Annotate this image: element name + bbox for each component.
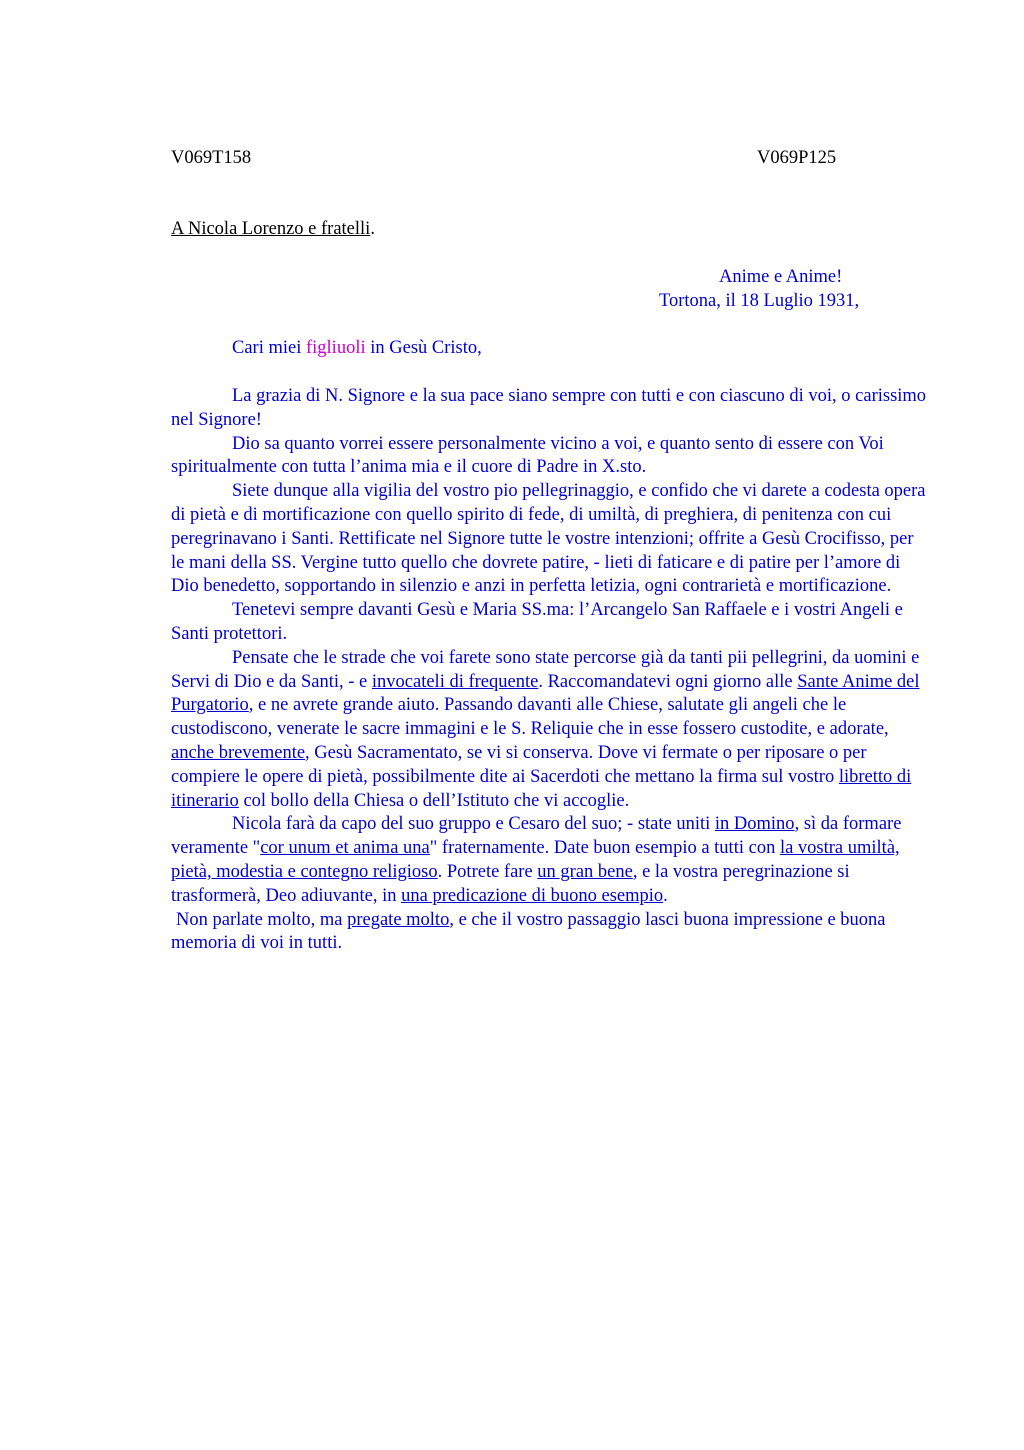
p6-underlined-5: una predicazione di buono esempio	[401, 885, 664, 906]
letter-body	[171, 385, 931, 956]
p6-underlined-2: cor unum et anima una	[260, 838, 430, 859]
salutation-pre: Cari miei	[232, 338, 306, 358]
p5-text-1: Pensate che le strade che voi farete sono state percorse già da tanti pii pellegrini, da uomini e Servi di Dio e da Santi, - e	[171, 647, 920, 692]
paragraph-3: Siete dunque alla vigilia del vostro pio pellegrinaggio, e confido che vi darete a codesta opera di pietà e di mortificazione con quello spirito di fede, di umiltà, di preghiera, di penitenza con cui peregrinavano i Santi. Rettificate nel Signore tutte le vostre intenzioni; offrite a Gesù Crocifisso, per le mani della SS. Vergine tutto quello che dovrete patire, - lieti di faticare e di patire per l’amore di Dio benedetto, sopportando in silenzio e anzi in perfetta letizia, ogni contrarietà e mortificazione.	[171, 481, 926, 597]
salutation-highlight: figliuoli	[305, 338, 366, 358]
p5-underlined-4: libretto di itinerario	[171, 766, 912, 811]
addressee-name: A Nicola Lorenzo e fratelli	[171, 219, 371, 239]
salutation	[232, 338, 482, 359]
p5-underlined-2: Sante Anime del Purgatorio	[171, 671, 920, 716]
salutation-post: in Gesù Cristo,	[365, 338, 482, 358]
motto: Anime e Anime!	[719, 267, 843, 287]
paragraph-1: La grazia di N. Signore e la sua pace siano sempre con tutti e con ciascuno di voi, o carissimo nel Signore!	[171, 386, 927, 430]
p5-text-2: . Raccomandatevi ogni giorno alle	[538, 671, 798, 692]
p6-text-2: , sì da formare veramente "	[171, 814, 902, 859]
p6-underlined-1: in Domino	[714, 814, 795, 835]
p6-text-5: , e la vostra peregrinazione si trasformerà, Deo adiuvante, in	[171, 861, 850, 906]
p5-text-4: , Gesù Sacramentato, se vi si conserva. Dove vi fermate o per riposare o per compiere le opere di pietà, possibilmente dite ai Sacerdoti che mettano la firma sul vostro	[171, 742, 867, 787]
p5-underlined-1: invocateli di frequente	[371, 671, 539, 692]
paragraph-7	[171, 909, 931, 957]
paragraph-4: Tenetevi sempre davanti Gesù e Maria SS.ma: l’Arcangelo San Raffaele e i vostri Angeli e Santi protettori.	[171, 600, 903, 644]
p7-text-1: Non parlate molto, ma	[176, 909, 348, 930]
p6-text-4: . Potrete fare	[437, 861, 538, 882]
p5-text-3: , e ne avrete grande aiuto. Passando davanti alle Chiese, salutate gli angeli che le custodiscono, venerate le sacre immagini e le S. Reliquie che in esse fossero custodite, e adorate,	[171, 695, 889, 740]
p5-underlined-3: anche brevemente	[171, 742, 306, 763]
paragraph-5	[171, 647, 931, 814]
p7-text-2: , e che il vostro passaggio lasci buona impressione e buona memoria di voi in tutti.	[171, 909, 886, 954]
p6-text-1: Nicola farà da capo del suo gruppo e Cesaro del suo; - state uniti	[232, 814, 715, 835]
paragraph-2: Dio sa quanto vorrei essere personalmente vicino a voi, e quanto sento di essere con Voi spiritualmente con tutta l’anima mia e il cuore di Padre in X.sto.	[171, 433, 884, 478]
addressee-punct: .	[370, 219, 375, 239]
p6-underlined-3: la vostra umiltà, pietà, modestia e contegno religioso	[171, 838, 900, 882]
reference-code-right: V069P125	[757, 148, 837, 168]
paragraph-6	[171, 813, 931, 908]
p5-text-5: col bollo della Chiesa o dell’Istituto che vi accoglie.	[238, 790, 630, 811]
p6-text-3: " fraternamente. Date buon esempio a tutti con	[429, 838, 780, 859]
p7-underlined-1: pregate molto	[347, 909, 450, 930]
reference-code-left: V069T158	[171, 148, 252, 168]
p6-text-6: .	[663, 885, 668, 906]
addressee	[171, 219, 375, 240]
dateline: Tortona, il 18 Luglio 1931,	[659, 291, 860, 311]
p6-underlined-4: un gran bene	[537, 861, 633, 882]
